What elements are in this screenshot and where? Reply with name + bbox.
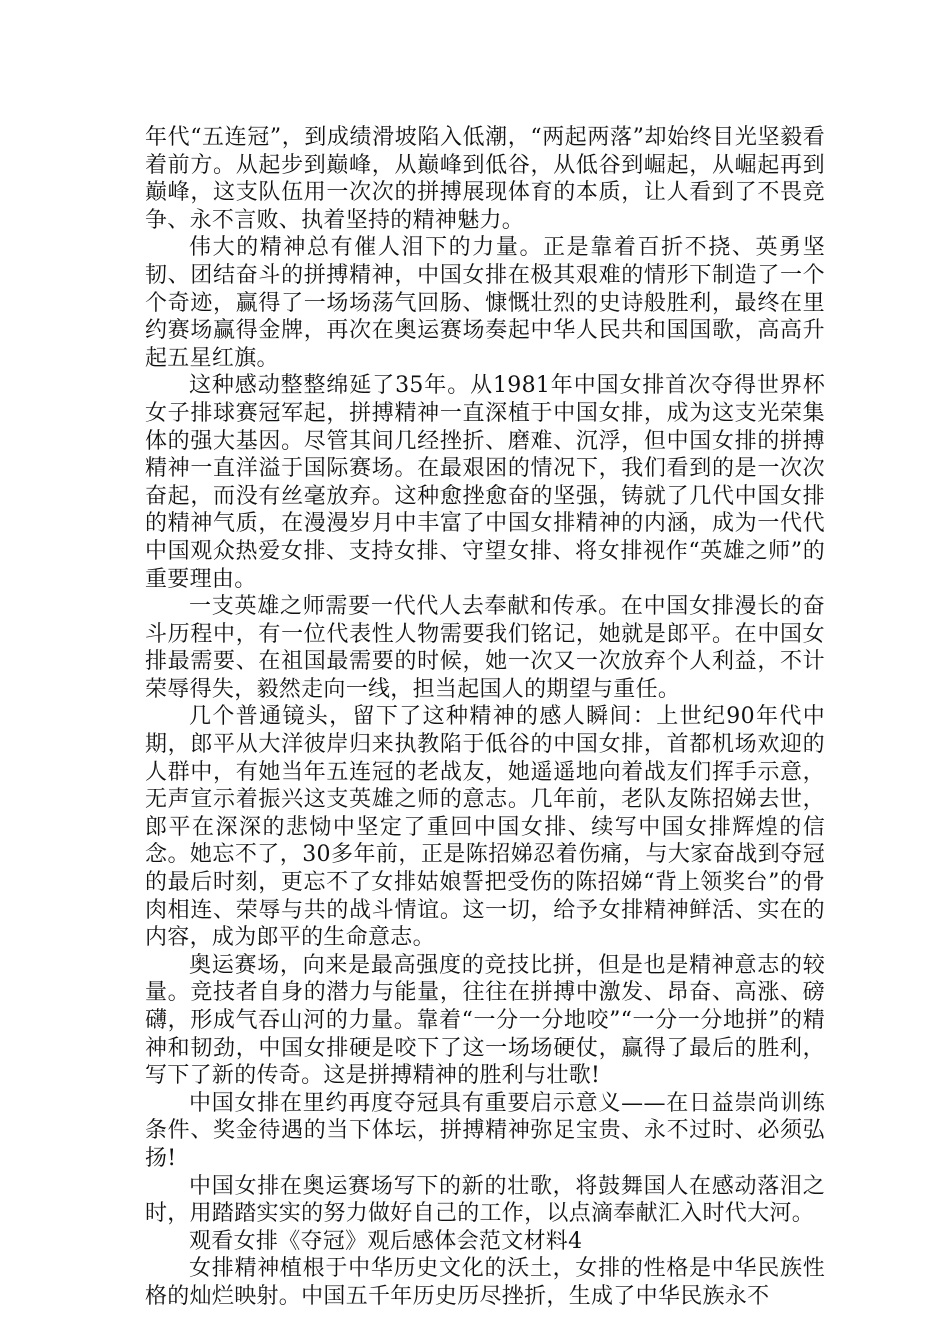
paragraph-closing: 女排精神植根于中华历史文化的沃土，女排的性格是中华民族性格的灿烂映射。中国五千年历史历尽挫折，生成了中华民族永不 xyxy=(145,1256,825,1309)
paragraph: 奥运赛场，向来是最高强度的竞技比拼，但是也是精神意志的较量。竞技者自身的潜力与能量，往往在拼搏中激发、昂奋、高涨、磅礴，形成气吞山河的力量。靠着“一分一分地咬”“一分一分地拼”的精神和韧劲，中国女排硬是咬下了这一场场硬仗，赢得了最后的胜利，写下了新的传奇。这是拼搏精神的胜利与壮歌! xyxy=(145,952,825,1089)
paragraph-continuation: 年代“五连冠”，到成绩滑坡陷入低潮，“两起两落”却始终目光坚毅看着前方。从起步到巅峰，从巅峰到低谷，从低谷到崛起，从崛起再到巅峰，这支队伍用一次次的拼搏展现体育的本质，让人看到了不畏竞争、永不言败、执着坚持的精神魅力。 xyxy=(145,125,825,233)
paragraph: 伟大的精神总有催人泪下的力量。正是靠着百折不挠、英勇坚韧、团结奋斗的拼搏精神，中国女排在极其艰难的情形下制造了一个个奇迹，赢得了一场场荡气回肠、慷慨壮烈的史诗般胜利，最终在里约赛场赢得金牌，再次在奥运赛场奏起中华人民共和国国歌，高高升起五星红旗。 xyxy=(145,235,825,371)
paragraph: 中国女排在奥运赛场写下的新的壮歌，将鼓舞国人在感动落泪之时，用踏踏实实的努力做好自己的工作，以点滴奉献汇入时代大河。 xyxy=(145,1173,825,1227)
paragraph: 这种感动整整绵延了35年。从1981年中国女排首次夺得世界杯女子排球赛冠军起，拼搏精神一直深植于中国女排，成为这支光荣集体的强大基因。尽管其间几经挫折、磨难、沉浮，但中国女排的拼搏精神一直洋溢于国际赛场。在最艰困的情况下，我们看到的是一次次奋起，而没有丝毫放弃。这种愈挫愈奋的坚强，铸就了几代中国女排的精神气质，在漫漫岁月中丰富了中国女排精神的内涵，成为一代代中国观众热爱女排、支持女排、守望女排、将女排视作“英雄之师”的重要理由。 xyxy=(145,373,825,592)
paragraph: 中国女排在里约再度夺冠具有重要启示意义——在日益崇尚训练条件、奖金待遇的当下体坛，拼搏精神弥足宝贵、永不过时、必须弘扬! xyxy=(145,1090,825,1171)
paragraph: 一支英雄之师需要一代代人去奉献和传承。在中国女排漫长的奋斗历程中，有一位代表性人物需要我们铭记，她就是郎平。在中国女排最需要、在祖国最需要的时候，她一次又一次放弃个人利益，不计荣辱得失，毅然走向一线，担当起国人的期望与重任。 xyxy=(145,594,825,702)
section-title: 观看女排《夺冠》观后感体会范文材料4 xyxy=(189,1228,583,1254)
document-body xyxy=(145,124,825,1311)
paragraph: 几个普通镜头，留下了这种精神的感人瞬间：上世纪90年代中期，郎平从大洋彼岸归来执教陷于低谷的中国女排，首都机场欢迎的人群中，有她当年五连冠的老战友，她遥遥地向着战友们挥手示意，无声宣示着振兴这支英雄之师的意志。几年前，老队友陈招娣去世，郎平在深深的悲恸中坚定了重回中国女排、续写中国女排辉煌的信念。她忘不了，30多年前，正是陈招娣忍着伤痛，与大家奋战到夺冠的最后时刻，更忘不了女排姑娘誓把受伤的陈招娣“背上领奖台”的骨肉相连、荣辱与共的战斗情谊。这一切，给予女排精神鲜活、实在的内容，成为郎平的生命意志。 xyxy=(145,704,825,951)
